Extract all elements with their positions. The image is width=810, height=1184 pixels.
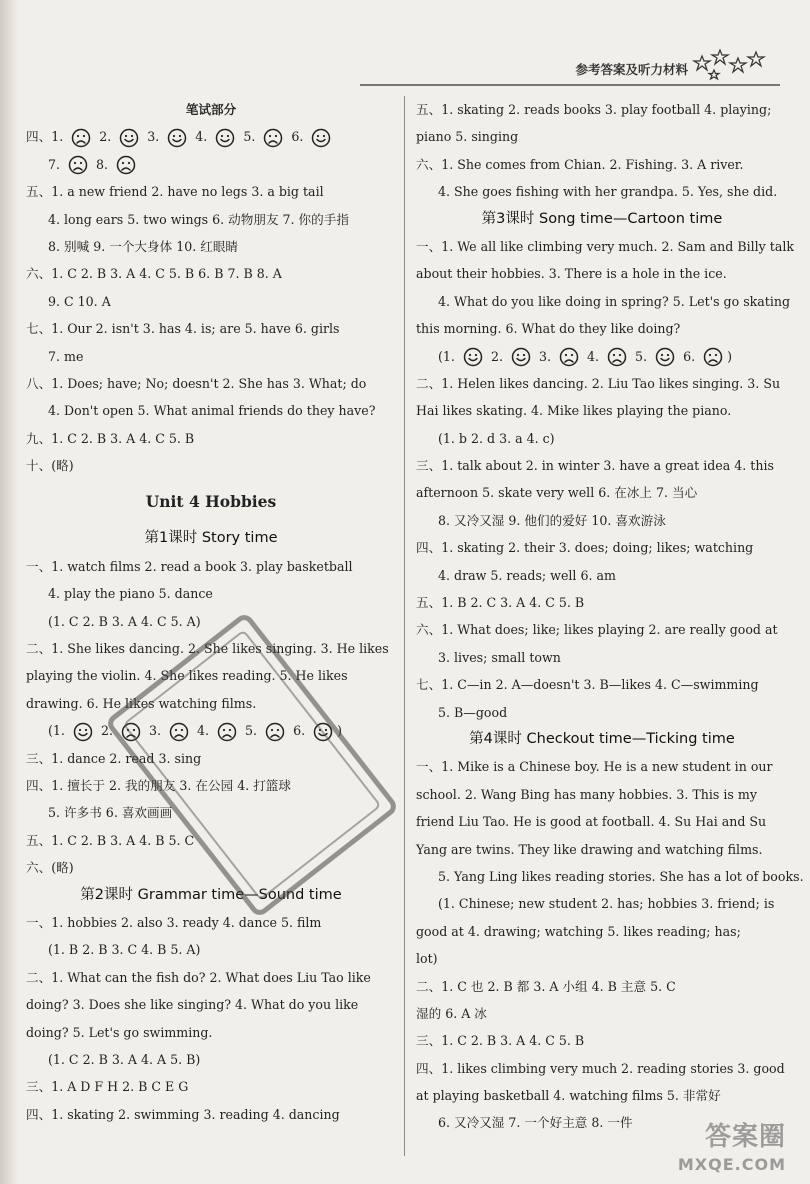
answer-line: 4. play the piano 5. dance bbox=[48, 586, 213, 602]
answer-line: 九、1. C 2. B 3. A 4. C 5. B bbox=[26, 430, 195, 446]
answer-line-faces bbox=[26, 717, 396, 744]
answer-line: playing the violin. 4. She likes reading. 5. He likes bbox=[26, 668, 348, 684]
answer-text: 5. bbox=[239, 129, 260, 145]
answer-line: at playing basketball 4. watching films 5. 非常好 bbox=[416, 1088, 721, 1104]
answer-text: 3. bbox=[143, 129, 164, 145]
sad-face-icon bbox=[116, 155, 136, 175]
answer-line: 六、(略) bbox=[26, 860, 74, 876]
watermark-bottom: MXQE.COM bbox=[677, 1155, 786, 1174]
answer-line: 5. Yang Ling likes reading stories. She has a lot of books. bbox=[438, 868, 804, 884]
sad-face-icon bbox=[121, 722, 141, 742]
answer-line: piano 5. singing bbox=[416, 129, 519, 145]
unit-title: Unit 4 Hobbies bbox=[145, 492, 277, 512]
lesson-title: 第1课时 Story time bbox=[144, 530, 278, 547]
answer-line: (1. C 2. B 3. A 4. C 5. A) bbox=[48, 613, 201, 629]
answer-line: 8. 别喊 9. 一个大身体 10. 红眼睛 bbox=[48, 238, 239, 254]
answer-line: 六、1. She comes from Chian. 2. Fishing. 3. A river. bbox=[416, 156, 744, 172]
answer-line: (1. Chinese; new student 2. has; hobbies 3. friend; is bbox=[438, 896, 775, 912]
sad-face-icon bbox=[703, 347, 723, 367]
answer-line: 十、(略) bbox=[26, 458, 74, 474]
answer-text: (1. bbox=[48, 723, 69, 739]
answer-line: 七、1. Our 2. isn't 3. has 4. is; are 5. have 6. girls bbox=[26, 321, 340, 337]
header-title: 参考答案及听力材料 bbox=[575, 62, 688, 77]
answer-text: 2. bbox=[486, 348, 507, 364]
answer-text: 6. bbox=[289, 723, 310, 739]
answer-text: 6. bbox=[287, 129, 308, 145]
answer-line: 七、1. C—in 2. A—doesn't 3. B—likes 4. C—swimming bbox=[416, 677, 759, 693]
answer-line: 三、1. dance 2. read 3. sing bbox=[26, 750, 202, 766]
answer-line: 八、1. Does; have; No; doesn't 2. She has 3. What; do bbox=[26, 375, 367, 391]
smiley-face-icon bbox=[73, 722, 93, 742]
sad-face-icon bbox=[265, 722, 285, 742]
answer-line: 五、1. B 2. C 3. A 4. C 5. B bbox=[416, 595, 585, 611]
sad-face-icon bbox=[169, 722, 189, 742]
answer-line: 三、1. talk about 2. in winter 3. have a great idea 4. this bbox=[416, 458, 774, 474]
answer-text: 5. bbox=[241, 723, 262, 739]
sad-face-icon bbox=[559, 347, 579, 367]
answer-line-faces bbox=[26, 151, 396, 178]
answer-line: 二、1. C 也 2. B 都 3. A 小组 4. B 主意 5. C bbox=[416, 978, 676, 994]
answer-line: 7. me bbox=[48, 348, 84, 364]
answer-line: 六、1. What does; like; likes playing 2. are really good at bbox=[416, 622, 778, 638]
smiley-face-icon bbox=[463, 347, 483, 367]
answer-text: 5. bbox=[631, 348, 652, 364]
smiley-face-icon bbox=[313, 722, 333, 742]
answer-line: 四、1. skating 2. their 3. does; doing; likes; watching bbox=[416, 540, 754, 556]
answer-line: about their hobbies. 3. There is a hole in the ice. bbox=[416, 266, 727, 282]
answer-line: 四、1. skating 2. swimming 3. reading 4. dancing bbox=[26, 1106, 340, 1122]
sad-face-icon bbox=[217, 722, 237, 742]
lesson-title: 第4课时 Checkout time—Ticking time bbox=[469, 730, 735, 747]
answer-line: 五、1. C 2. B 3. A 4. B 5. C bbox=[26, 832, 195, 848]
answer-line: 五、1. a new friend 2. have no legs 3. a big tail bbox=[26, 184, 324, 200]
answer-line: 三、1. C 2. B 3. A 4. C 5. B bbox=[416, 1033, 585, 1049]
smiley-face-icon bbox=[311, 128, 331, 148]
answer-line: 二、1. She likes dancing. 2. She likes singing. 3. He likes bbox=[26, 641, 389, 657]
answer-line: 4. long ears 5. two wings 6. 动物朋友 7. 你的手指 bbox=[48, 211, 349, 227]
answer-line-faces bbox=[416, 343, 788, 370]
answer-line: doing? 3. Does she like singing? 4. What do you like bbox=[26, 997, 359, 1013]
answer-line: 5. 许多书 6. 喜欢画画 bbox=[48, 805, 173, 821]
watermark-top: 答案圈 bbox=[704, 1122, 786, 1152]
answer-line: friend Liu Tao. He is good at football. 4. Su Hai and Su bbox=[416, 814, 767, 830]
answer-line-faces bbox=[26, 123, 396, 150]
right-column bbox=[416, 96, 804, 1137]
answer-line: 4. Don't open 5. What animal friends do they have? bbox=[48, 403, 376, 419]
answer-text: 7. bbox=[48, 156, 65, 172]
answer-line: 5. B—good bbox=[438, 704, 508, 720]
answer-line: 二、1. What can the fish do? 2. What does Liu Tao like bbox=[26, 969, 371, 985]
answer-line: 五、1. skating 2. reads books 3. play football 4. playing; bbox=[416, 102, 772, 117]
answer-line: 四、1. 擅长于 2. 我的朋友 3. 在公园 4. 打篮球 bbox=[26, 777, 291, 793]
page-binding-shadow bbox=[0, 0, 18, 1184]
answer-line: drawing. 6. He likes watching films. bbox=[26, 695, 257, 711]
answer-line: 二、1. Helen likes dancing. 2. Liu Tao likes singing. 3. Su bbox=[416, 375, 781, 391]
sad-face-icon bbox=[68, 155, 88, 175]
smiley-face-icon bbox=[511, 347, 531, 367]
page-header bbox=[360, 54, 780, 86]
answer-line: 4. What do you like doing in spring? 5. Let's go skating bbox=[438, 293, 791, 309]
answer-line: 六、1. C 2. B 3. A 4. C 5. B 6. B 7. B 8. A bbox=[26, 266, 282, 282]
answer-line: Hai likes skating. 4. Mike likes playing the piano. bbox=[416, 403, 732, 419]
answer-line: (1. B 2. B 3. C 4. B 5. A) bbox=[48, 942, 201, 958]
lesson-title: 第2课时 Grammar time—Sound time bbox=[80, 886, 342, 903]
answer-line: 一、1. watch films 2. read a book 3. play basketball bbox=[26, 558, 353, 574]
answer-line: school. 2. Wang Bing has many hobbies. 3. This is my bbox=[416, 786, 757, 802]
answer-text: 4. bbox=[193, 723, 214, 739]
answer-line: 6. 又冷又湿 7. 一个好主意 8. 一件 bbox=[438, 1115, 633, 1131]
answer-line: lot) bbox=[416, 951, 438, 967]
answer-text: ) bbox=[727, 348, 733, 364]
smiley-face-icon bbox=[655, 347, 675, 367]
sad-face-icon bbox=[263, 128, 283, 148]
answer-line: 一、1. hobbies 2. also 3. ready 4. dance 5. film bbox=[26, 914, 322, 930]
lesson-title: 第3课时 Song time—Cartoon time bbox=[481, 210, 723, 227]
answer-line: (1. C 2. B 3. A 4. A 5. B) bbox=[48, 1051, 201, 1067]
sad-face-icon bbox=[607, 347, 627, 367]
answer-line: this morning. 6. What do they like doing? bbox=[416, 321, 681, 337]
left-column bbox=[26, 96, 396, 1128]
answer-text: 6. bbox=[679, 348, 700, 364]
answer-text: ) bbox=[337, 723, 343, 739]
section-heading: 笔试部分 bbox=[185, 102, 237, 117]
answer-line: 一、1. We all like climbing very much. 2. Sam and Billy talk bbox=[416, 238, 795, 254]
answer-line: afternoon 5. skate very well 6. 在冰上 7. 当心 bbox=[416, 485, 698, 501]
stars-decoration-icon bbox=[692, 44, 772, 84]
answer-text: 8. bbox=[92, 156, 113, 172]
answer-text: 四、1. bbox=[26, 129, 68, 145]
sad-face-icon bbox=[71, 128, 91, 148]
smiley-face-icon bbox=[167, 128, 187, 148]
answer-line: 湿的 6. A 冰 bbox=[416, 1005, 487, 1021]
answer-line: doing? 5. Let's go swimming. bbox=[26, 1024, 213, 1040]
answer-line: (1. b 2. d 3. a 4. c) bbox=[438, 430, 555, 446]
answer-line: 3. lives; small town bbox=[438, 649, 561, 665]
answer-text: 3. bbox=[534, 348, 555, 364]
smiley-face-icon bbox=[215, 128, 235, 148]
site-watermark bbox=[662, 1114, 792, 1174]
answer-text: 2. bbox=[95, 129, 116, 145]
smiley-face-icon bbox=[119, 128, 139, 148]
answer-line: 4. draw 5. reads; well 6. am bbox=[438, 567, 616, 583]
answer-line: 一、1. Mike is a Chinese boy. He is a new student in our bbox=[416, 759, 773, 775]
answer-text: 3. bbox=[144, 723, 165, 739]
answer-line: 四、1. likes climbing very much 2. reading stories 3. good bbox=[416, 1060, 785, 1076]
answer-line: 9. C 10. A bbox=[48, 293, 111, 309]
answer-text: 4. bbox=[583, 348, 604, 364]
answer-text: (1. bbox=[438, 348, 459, 364]
answer-line: 8. 又冷又湿 9. 他们的爱好 10. 喜欢游泳 bbox=[438, 512, 666, 528]
answer-line: good at 4. drawing; watching 5. likes reading; has; bbox=[416, 923, 741, 939]
answer-line: 三、1. A D F H 2. B C E G bbox=[26, 1079, 189, 1095]
answer-text: 2. bbox=[96, 723, 117, 739]
column-divider bbox=[404, 96, 405, 1156]
answer-text: 4. bbox=[191, 129, 212, 145]
answer-line: Yang are twins. They like drawing and watching films. bbox=[416, 841, 763, 857]
answer-line: 4. She goes fishing with her grandpa. 5. Yes, she did. bbox=[438, 184, 778, 200]
